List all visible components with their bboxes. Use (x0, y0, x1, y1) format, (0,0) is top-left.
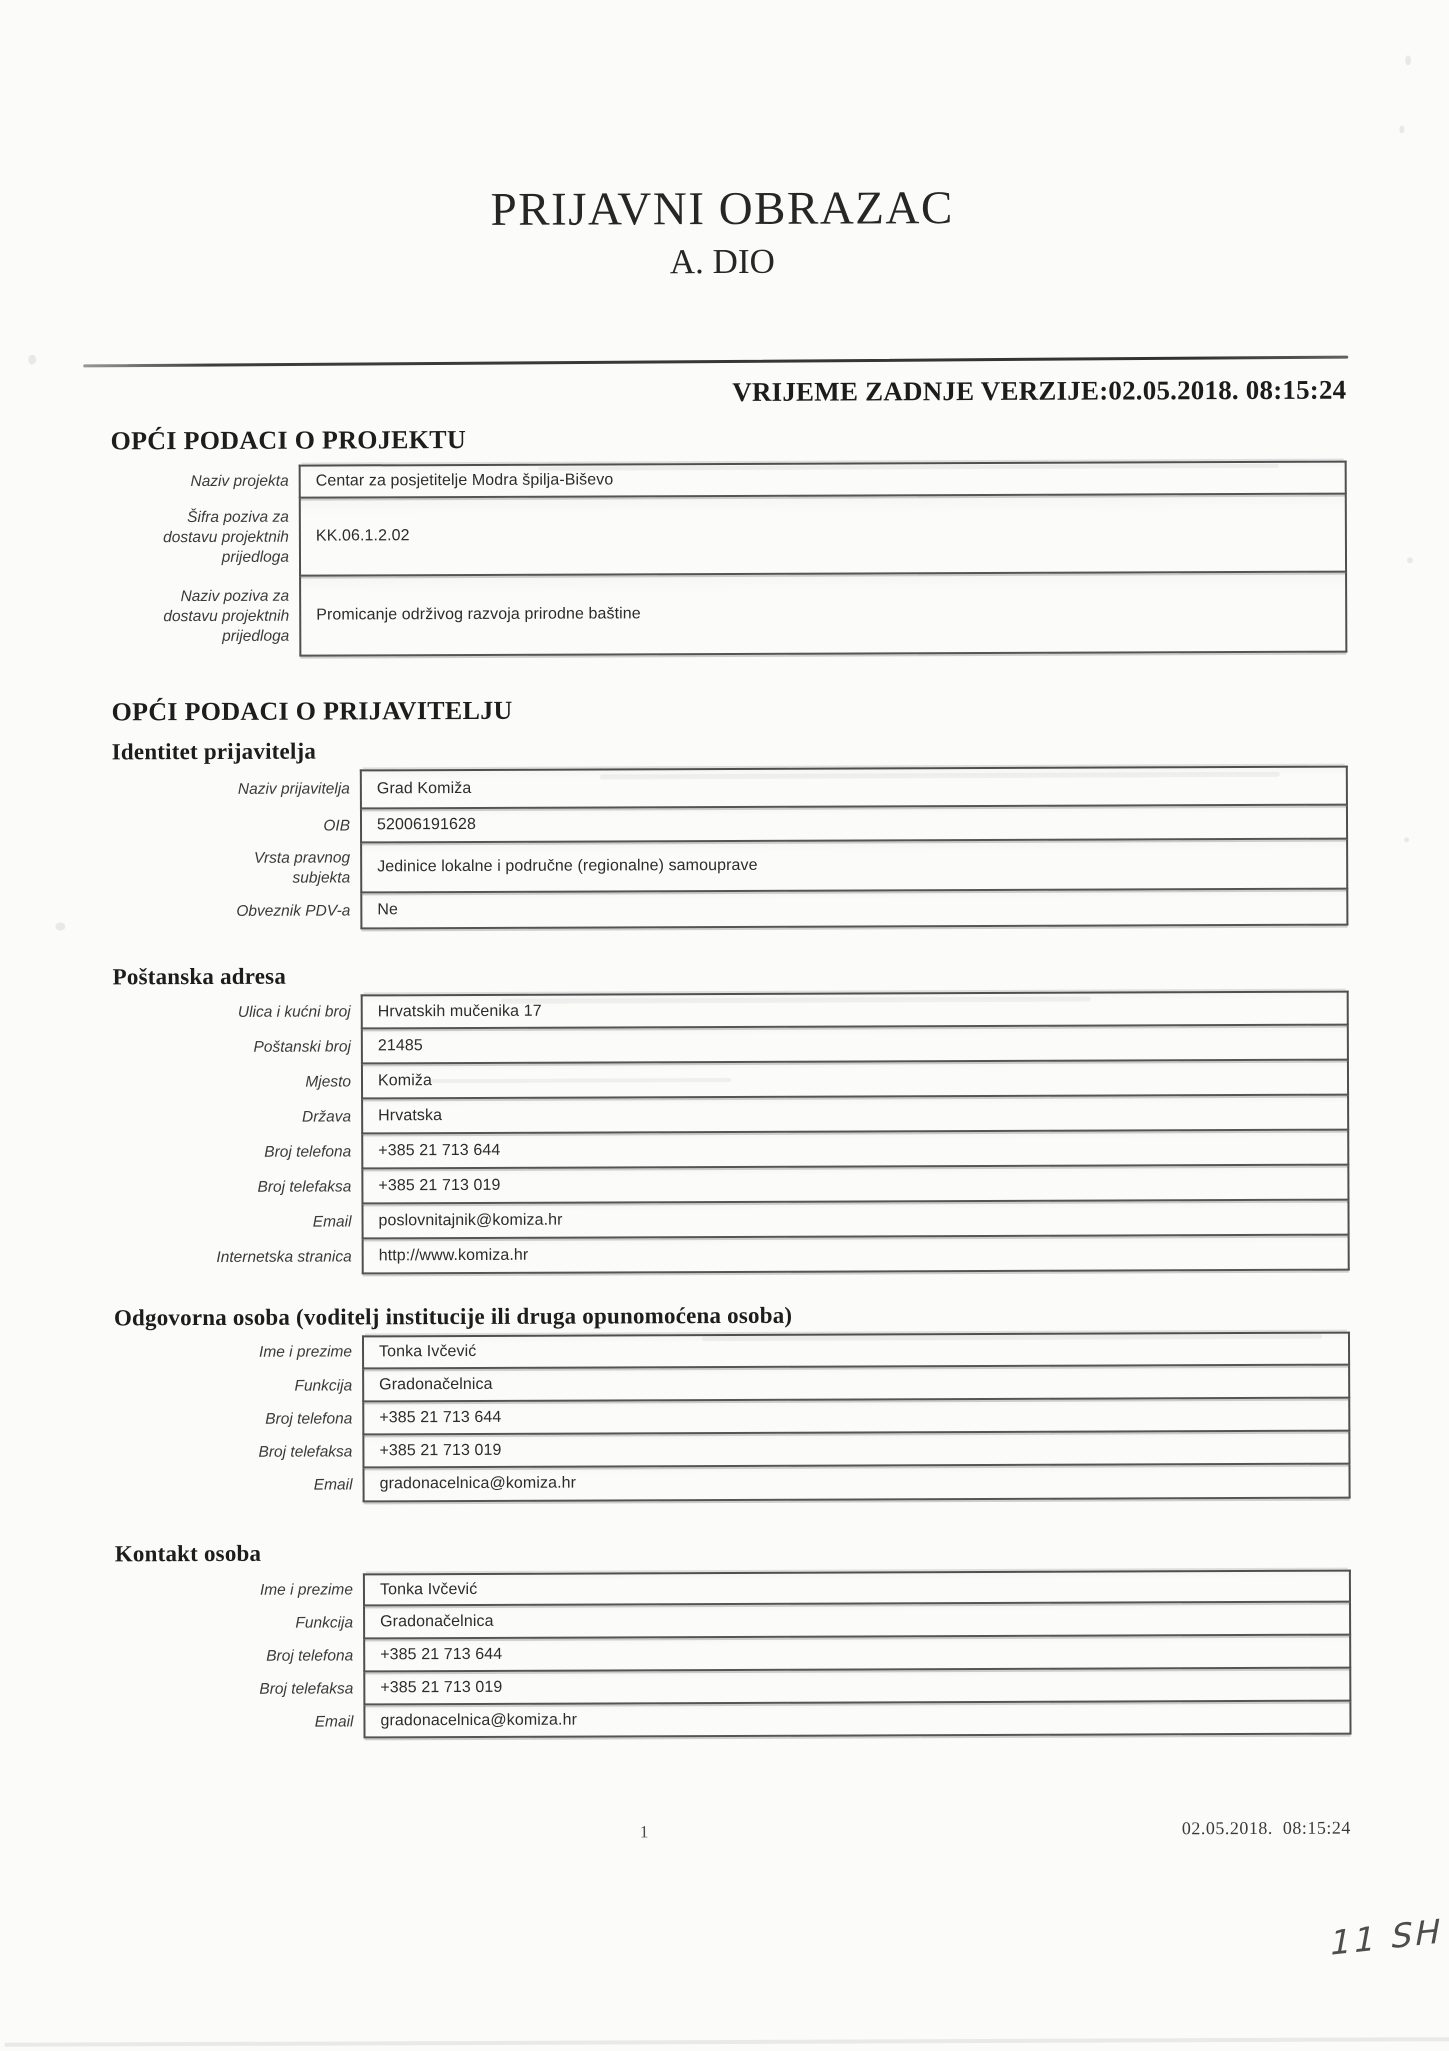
field-label: Internetska stranica (216, 1248, 352, 1266)
field-value: +385 21 713 019 (363, 1669, 1351, 1706)
field-label: Ulica i kućni broj (237, 1003, 351, 1021)
scan-artifact (1405, 55, 1411, 65)
field-label: Šifra poziva za dostavu projektnih prijedloga (163, 508, 290, 567)
field-value: Tonka Ivčević (362, 1332, 1350, 1370)
field-value: Gradonačelnica (362, 1366, 1350, 1403)
field-label: Broj telefaksa (258, 1443, 353, 1461)
field-value: gradonacelnica@komiza.hr (363, 1702, 1351, 1739)
project-fields-table (111, 461, 1348, 658)
postal-address-fields-table (113, 991, 1350, 1276)
field-value: gradonacelnica@komiza.hr (362, 1465, 1350, 1503)
field-value: +385 21 713 644 (363, 1636, 1351, 1673)
field-value: Ne (360, 890, 1348, 930)
field-label: Broj telefona (265, 1410, 353, 1428)
field-label: Naziv projekta (190, 472, 289, 491)
field-value: Gradonačelnica (363, 1603, 1351, 1640)
form-field-postanski-broj (113, 1026, 1349, 1066)
field-label: Email (313, 1476, 353, 1494)
field-value: Promicanje održivog razvoja prirodne baštine (299, 573, 1347, 657)
form-field-funkcija (114, 1366, 1350, 1404)
field-value: http://www.komiza.hr (362, 1236, 1350, 1275)
identity-fields-table (112, 766, 1349, 931)
form-field-vrsta-pravnog-subjekta (112, 840, 1348, 895)
scan-artifact (55, 923, 65, 931)
form-field-funkcija (115, 1603, 1351, 1641)
form-field-sifra-poziva (111, 495, 1347, 578)
field-value: Tonka Ivčević (363, 1570, 1351, 1607)
field-label: Vrsta pravnog subjekta (253, 849, 351, 887)
subsection-heading-contact-person: Kontakt osoba (114, 1541, 262, 1567)
field-value: poslovnitajnik@komiza.hr (361, 1201, 1349, 1240)
field-label: OIB (323, 817, 351, 835)
field-value: +385 21 713 019 (362, 1432, 1350, 1469)
field-label: Funkcija (294, 1377, 353, 1395)
contact-person-fields-table (115, 1570, 1352, 1740)
scan-artifact (1404, 837, 1409, 842)
field-value: Hrvatska (361, 1096, 1349, 1135)
field-label: Obveznik PDV-a (236, 902, 351, 921)
form-field-broj-telefona (115, 1636, 1351, 1674)
form-field-broj-telefaksa (114, 1432, 1350, 1470)
form-field-broj-telefona (113, 1131, 1349, 1171)
responsible-person-fields-table (114, 1332, 1351, 1504)
field-label: Naziv poziva za dostavu projektnih prijedloga (163, 587, 290, 646)
field-label: Email (312, 1213, 352, 1231)
form-field-broj-telefaksa (113, 1166, 1349, 1206)
field-label: Država (301, 1108, 352, 1126)
scan-artifact (28, 355, 36, 365)
form-field-broj-telefaksa (115, 1669, 1351, 1707)
form-field-naziv-poziva (111, 573, 1347, 658)
version-timestamp-line: VRIJEME ZADNJE VERZIJE:02.05.2018. 08:15:24 (732, 374, 1347, 408)
form-field-email (114, 1465, 1350, 1504)
form-field-ime-prezime (115, 1570, 1351, 1608)
field-label: Broj telefaksa (257, 1178, 352, 1196)
field-value: 52006191628 (360, 806, 1348, 844)
handwritten-mark: 11 SH (1330, 1911, 1444, 1963)
field-value: 21485 (361, 1026, 1349, 1065)
field-value: Grad Komiža (360, 766, 1348, 810)
field-value: +385 21 713 644 (361, 1131, 1349, 1170)
field-value: Centar za posjetitelje Modra špilja-Biševo (299, 461, 1347, 499)
field-value: Jedinice lokalne i područne (regionalne) samouprave (360, 840, 1348, 894)
form-field-broj-telefona (114, 1399, 1350, 1437)
subsection-heading-responsible-person: Odgovorna osoba (voditelj institucije ili druga opunomoćena osoba) (113, 1303, 793, 1331)
document-title: PRIJAVNI OBRAZAC (490, 182, 954, 236)
field-label: Ime i prezime (258, 1343, 353, 1362)
scan-artifact (1399, 125, 1404, 133)
page-number: 1 (639, 1822, 649, 1842)
field-label: Naziv prijavitelja (237, 780, 350, 799)
field-label: Poštanski broj (253, 1038, 351, 1056)
scan-artifact (1407, 557, 1413, 563)
field-value: KK.06.1.2.02 (299, 495, 1347, 577)
field-label: Ime i prezime (259, 1581, 353, 1599)
form-field-ulica (113, 991, 1349, 1031)
form-field-obveznik-pdv (112, 890, 1348, 931)
field-label: Broj telefaksa (259, 1680, 354, 1698)
field-label: Email (314, 1713, 354, 1731)
scan-edge-shadow (5, 2037, 1449, 2047)
field-label: Broj telefona (266, 1647, 354, 1665)
title-divider (83, 356, 1348, 368)
field-value: Komiža (361, 1061, 1349, 1100)
field-value: Hrvatskih mučenika 17 (361, 991, 1349, 1030)
subsection-heading-postal-address: Poštanska adresa (112, 963, 287, 990)
form-field-internetska-stranica (114, 1236, 1350, 1276)
field-value: +385 21 713 644 (362, 1399, 1350, 1436)
section-heading-project: OPĆI PODACI O PROJEKTU (110, 425, 467, 456)
form-field-drzava (113, 1096, 1349, 1136)
field-label: Funkcija (295, 1614, 354, 1632)
section-heading-applicant: OPĆI PODACI O PRIJAVITELJU (111, 696, 513, 727)
form-field-email (113, 1201, 1349, 1241)
form-field-mjesto (113, 1061, 1349, 1101)
field-label: Mjesto (305, 1073, 352, 1091)
form-field-email (115, 1702, 1351, 1740)
form-field-oib (112, 806, 1348, 845)
field-label: Broj telefona (264, 1143, 352, 1161)
field-value: +385 21 713 019 (361, 1166, 1349, 1205)
footer-timestamp: 02.05.2018. 08:15:24 (1181, 1817, 1351, 1839)
subsection-heading-identity: Identitet prijavitelja (111, 738, 317, 765)
document-subtitle: A. DIO (669, 241, 775, 282)
